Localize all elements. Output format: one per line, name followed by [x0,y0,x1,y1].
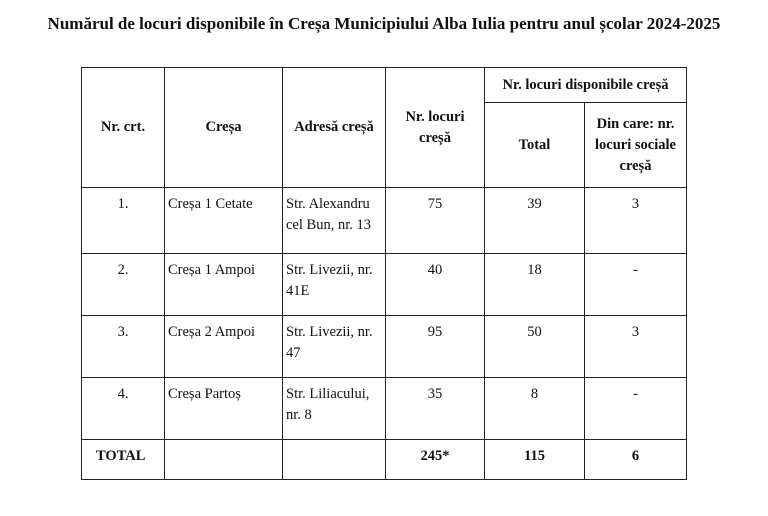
cell-sociale: - [585,254,687,316]
cell-nr: 1. [82,188,165,254]
totals-row [82,440,687,480]
cell-cresa: Creșa 1 Ampoi [165,254,283,316]
table-row [82,188,687,254]
header-cresa: Creșa [165,68,283,188]
cell-total: 18 [485,254,585,316]
cell-locuri: 95 [386,316,485,378]
cell-nr: 2. [82,254,165,316]
cell-cresa: Creșa 2 Ampoi [165,316,283,378]
header-nr-crt: Nr. crt. [82,68,165,188]
cell-locuri: 75 [386,188,485,254]
cell-adresa: Str. Livezii, nr. 41E [283,254,386,316]
table-row [82,316,687,378]
cell-cresa: Creșa Partoș [165,378,283,440]
cell-cresa: Creșa 1 Cetate [165,188,283,254]
totals-total: 115 [485,440,585,480]
cell-locuri: 35 [386,378,485,440]
totals-empty-adresa [283,440,386,480]
header-total: Total [485,103,585,188]
totals-label: TOTAL [82,440,165,480]
cell-total: 8 [485,378,585,440]
cell-sociale: - [585,378,687,440]
cell-total: 39 [485,188,585,254]
cell-locuri: 40 [386,254,485,316]
cell-adresa: Str. Liliacului, nr. 8 [283,378,386,440]
cell-sociale: 3 [585,188,687,254]
cell-adresa: Str. Alexandru cel Bun, nr. 13 [283,188,386,254]
places-table [81,67,687,480]
totals-empty-cresa [165,440,283,480]
cell-nr: 4. [82,378,165,440]
document-title: Numărul de locuri disponibile în Creșa Municipiului Alba Iulia pentru anul școlar 2024-2025 [47,14,721,33]
totals-sociale: 6 [585,440,687,480]
cell-nr: 3. [82,316,165,378]
table-header-row [82,68,687,103]
cell-adresa: Str. Livezii, nr. 47 [283,316,386,378]
totals-locuri: 245* [386,440,485,480]
table-row [82,254,687,316]
cell-total: 50 [485,316,585,378]
header-sociale: Din care: nr. locuri sociale creșă [585,103,687,188]
header-nr-locuri: Nr. locuri creșă [386,68,485,188]
header-disponibile-group: Nr. locuri disponibile creșă [485,68,687,103]
table-row [82,378,687,440]
cell-sociale: 3 [585,316,687,378]
header-adresa: Adresă creșă [283,68,386,188]
